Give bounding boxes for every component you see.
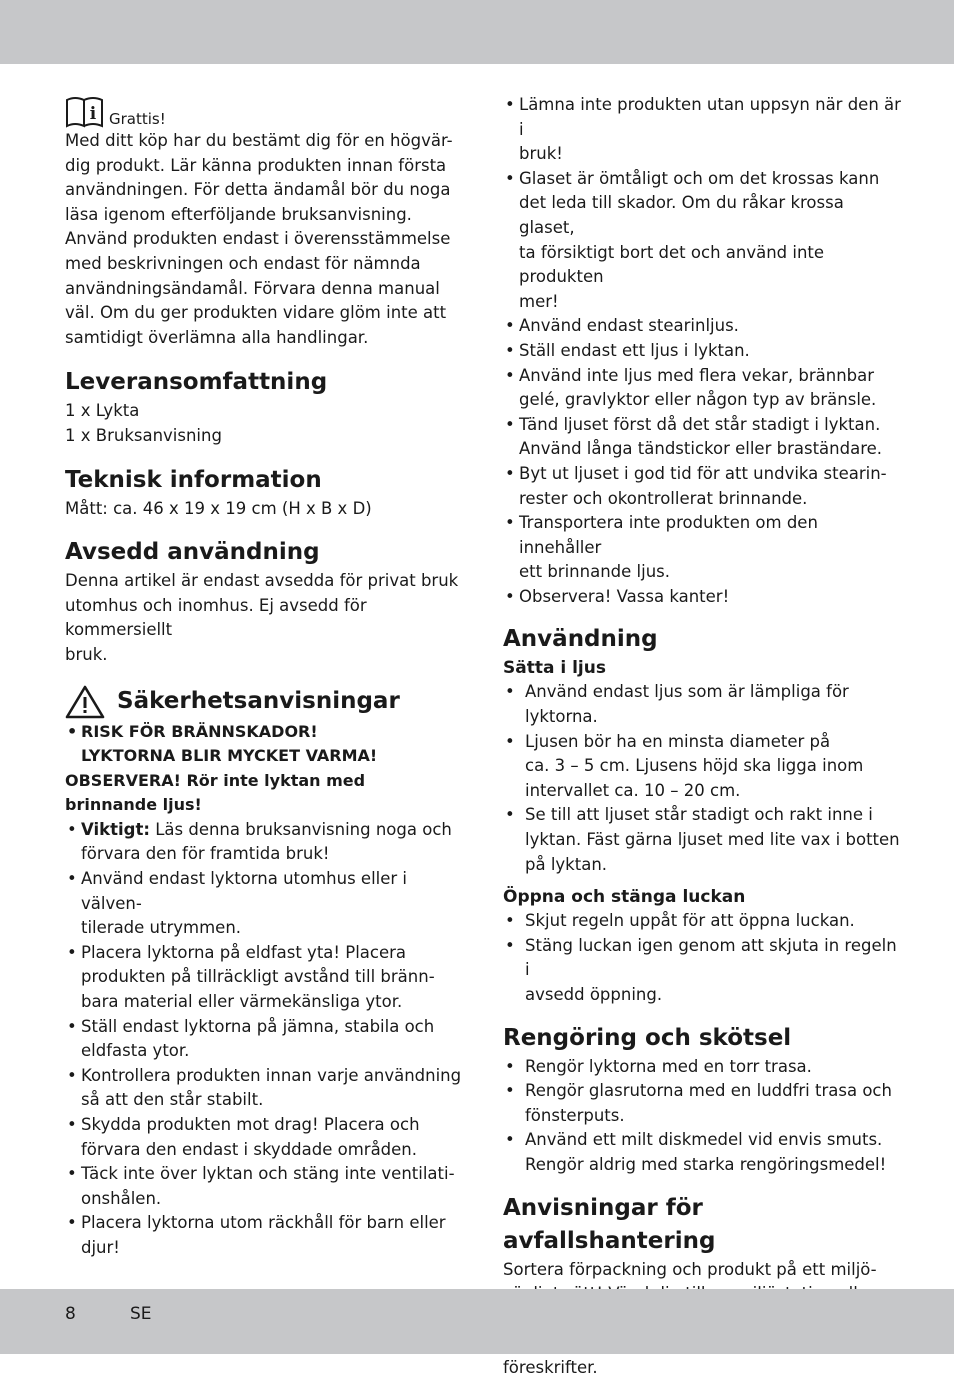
light-item (503, 680, 903, 729)
safety-item-line: eldfasta ytor. (81, 1041, 190, 1061)
clean-item (503, 1079, 903, 1128)
safety-item-line: • Lämna inte produkten utan uppsyn när den är i (519, 95, 901, 139)
safety-item-line: onshålen. (81, 1188, 162, 1208)
safety-item (65, 1015, 465, 1064)
safety-item-line: • Använd endast stearinljus. (519, 316, 739, 336)
intro-line: läsa igenom efterföljande bruksanvisning. (65, 204, 412, 224)
use-heading: Avsedd användning (65, 539, 320, 566)
waste-line: Sortera förpackning och produkt på ett miljö- (503, 1259, 877, 1279)
door-item-line: avsedd öppning. (525, 985, 663, 1004)
safety-item-line: • Kontrollera produkten innan varje användning (81, 1065, 462, 1085)
scope-item: 1 x Lykta (65, 401, 140, 421)
light-item (503, 730, 903, 804)
light-item-line: • Använd endast ljus som är lämpliga för (525, 682, 849, 702)
intro-line: Med ditt köp har du bestämt dig för en högvär- (65, 131, 453, 150)
clean-item-line: • Rengör glasrutorna med en luddfri trasa och (525, 1081, 892, 1101)
use-line: bruk. (65, 644, 108, 664)
safety-item (65, 1162, 465, 1211)
safety-item-line: bara material eller värmekänsliga ytor. (81, 992, 403, 1012)
burn-warning (65, 720, 465, 769)
safety-item-line: • Ställ endast lyktorna på jämna, stabila och (81, 1016, 435, 1036)
waste-heading (503, 1192, 903, 1258)
observe-line: brinnande ljus! (65, 795, 202, 815)
scope-list (65, 399, 465, 448)
light-item-line: lyktorna. (525, 707, 598, 727)
clean-item (503, 1128, 903, 1177)
safety-item (65, 1064, 465, 1113)
intro-line: Använd produkten endast i överensstämmelse (65, 229, 451, 249)
intro-header (65, 96, 465, 129)
light-item (503, 803, 903, 877)
safety-header (65, 684, 465, 720)
light-subheading: Sätta i ljus (503, 658, 606, 679)
safety-item-line: • Använd endast lyktorna utomhus eller i välven- (81, 869, 408, 913)
safety-item (65, 941, 465, 1015)
light-item-line: intervallet ca. 10 – 20 cm. (525, 780, 741, 800)
safety-item (65, 867, 465, 941)
important-label: Viktigt: (81, 819, 150, 839)
door-item-line: • Skjut regeln uppåt för att öppna luckan. (525, 911, 855, 931)
scope-heading: Leveransomfattning (65, 369, 328, 396)
safety-item-line: • Transportera inte produkten om den innehåller (519, 513, 818, 557)
safety-item (503, 364, 903, 413)
svg-text:i: i (89, 104, 97, 124)
door-list (503, 909, 903, 1007)
door-item-line: • Stäng luckan igen genom att skjuta in regeln i (525, 935, 897, 980)
safety-item (503, 511, 903, 585)
light-item-line: ca. 3 – 5 cm. Ljusens höjd ska ligga inom (525, 756, 864, 776)
language-code: SE (130, 1304, 152, 1324)
safety-item-line: • Tänd ljuset först då det står stadigt i lyktan. (519, 414, 881, 434)
use-text (65, 569, 465, 667)
left-column (65, 96, 465, 1261)
clean-heading: Rengöring och skötsel (503, 1024, 792, 1051)
safety-item-line: förvara den endast i skyddade områden. (81, 1139, 418, 1159)
use-line: Denna artikel är endast avsedda för privat bruk (65, 571, 459, 591)
light-item-line: lyktan. Fäst gärna ljuset med lite vax i botten (525, 830, 900, 850)
burn-warning-line: LYKTORNA BLIR MYCKET VARMA! (81, 746, 378, 766)
safety-item (503, 93, 903, 167)
safety-item-line: tilerade utrymmen. (81, 918, 242, 938)
observe-warning (65, 769, 465, 818)
safety-item (503, 585, 903, 610)
safety-item-line: gelé, gravlyktor eller någon typ av bränsle. (519, 390, 877, 410)
safety-item-line: • Skydda produkten mot drag! Placera och (81, 1115, 420, 1134)
usage-heading: Användning (503, 626, 658, 653)
intro-line: med beskrivningen och endast för nämnda (65, 253, 421, 273)
clean-item-line: fönsterputs. (525, 1105, 625, 1125)
clean-item-line: • Använd ett milt diskmedel vid envis smuts. (525, 1130, 883, 1150)
info-manual-icon (65, 96, 105, 136)
light-item-line: • Se till att ljuset står stadigt och rakt inne i (525, 805, 873, 825)
scope-item: 1 x Bruksanvisning (65, 425, 222, 445)
observe-line: OBSERVERA! Rör inte lyktan med (65, 770, 366, 790)
door-subheading: Öppna och stänga luckan (503, 887, 746, 908)
important-text-1: Läs denna bruksanvisning noga och (149, 819, 452, 839)
safety-item-line: • Glaset är ömtåligt och om det krossas kann (519, 168, 880, 188)
safety-item-line: ta försiktigt bort det och använd inte produkten (519, 242, 825, 287)
safety-item-line: bruk! (519, 144, 563, 164)
intro-line: samtidigt överlämna alla handlingar. (65, 327, 369, 347)
page-number: 8 (65, 1304, 76, 1324)
safety-item-line: produkten på tillräckligt avstånd till bränn- (81, 967, 435, 987)
safety-item (503, 167, 903, 315)
safety-item-line: det leda till skador. Om du råkar krossa glaset, (519, 193, 844, 237)
light-item-line: på lyktan. (525, 854, 608, 874)
door-item (503, 934, 903, 1008)
safety-item-line: • Byt ut ljuset i god tid för att undvika stearin- (519, 463, 887, 483)
safety-item-line: • Använd inte ljus med flera vekar, brännbar (519, 365, 875, 385)
burn-warning-line: • RISK FÖR BRÄNNSKADOR! (65, 720, 465, 745)
clean-item-line: • Rengör lyktorna med en torr trasa. (525, 1056, 812, 1076)
safety-item-line: • Täck inte över lyktan och stäng inte ventilati- (81, 1164, 455, 1184)
light-item-line: • Ljusen bör ha en minsta diameter på (525, 731, 831, 751)
safety-item (503, 462, 903, 511)
tech-dimensions: Mått: ca. 46 x 19 x 19 cm (H x B x D) (65, 498, 372, 518)
safety-item-line: så att den står stabilt. (81, 1090, 264, 1110)
tech-heading: Teknisk information (65, 466, 322, 493)
safety-item-line: rester och okontrollerat brinnande. (519, 488, 808, 508)
safety-item-line: djur! (81, 1237, 120, 1257)
safety-item (65, 1113, 465, 1162)
door-item (503, 909, 903, 934)
safety-item-line: • Placera lyktorna utom räckhåll för barn eller (81, 1213, 446, 1233)
intro-line: användningen. För detta ändamål bör du noga (65, 180, 451, 200)
right-safety-list (503, 93, 903, 609)
safety-item (503, 339, 903, 364)
important-text-2: förvara den för framtida bruk! (81, 844, 330, 864)
safety-item-line: Använd långa tändstickor eller braständare. (519, 439, 883, 459)
important-item (65, 818, 465, 867)
safety-item-line: ett brinnande ljus. (519, 562, 670, 582)
clean-item-line: Rengör aldrig med starka rengöringsmedel! (525, 1154, 887, 1174)
header-bar (0, 0, 954, 64)
safety-item-line: • Ställ endast ett ljus i lyktan. (519, 340, 750, 360)
safety-item (65, 1211, 465, 1260)
intro-label: Grattis! (109, 110, 166, 128)
intro-line: dig produkt. Lär känna produkten innan första (65, 155, 447, 175)
safety-item (503, 314, 903, 339)
light-list (503, 680, 903, 877)
waste-line: föreskrifter. (503, 1357, 598, 1377)
safety-heading: Säkerhetsanvisningar (117, 687, 400, 714)
waste-heading-line-1: Anvisningar för (503, 1194, 703, 1221)
right-column (503, 93, 903, 1381)
clean-item (503, 1055, 903, 1080)
intro-line: användningsändamål. Förvara denna manual (65, 278, 440, 298)
intro-text (65, 129, 465, 350)
use-line: utomhus och inomhus. Ej avsedd för kommersiellt (65, 595, 367, 640)
safety-item (503, 413, 903, 462)
left-safety-list (65, 867, 465, 1261)
safety-item-line: mer! (519, 291, 559, 311)
clean-list (503, 1055, 903, 1178)
intro-line: väl. Om du ger produkten vidare glöm inte att (65, 303, 447, 323)
safety-item-line: • Observera! Vassa kanter! (519, 586, 730, 606)
safety-item-line: • Placera lyktorna på eldfast yta! Placera (81, 942, 407, 962)
waste-heading-line-2: avfallshantering (503, 1227, 716, 1254)
